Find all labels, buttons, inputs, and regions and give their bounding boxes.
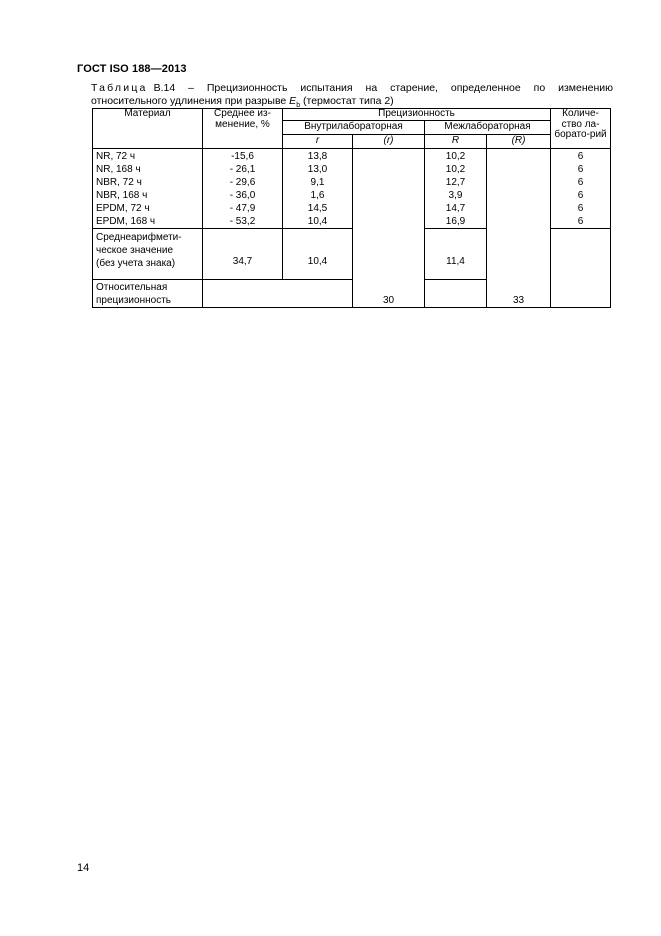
average-label-cell: Среднеарифмети- ческое значение (без учета знака): [93, 229, 203, 280]
caption-title-line1: В.14 – Прецизионность испытания на старение, определенное по изменению: [153, 82, 613, 94]
document-header: ГОСТ ISO 188—2013: [77, 63, 187, 75]
header-r: r: [283, 135, 353, 149]
header-r-paren: (r): [353, 135, 425, 149]
relative-empty-cell: [203, 280, 353, 308]
r-paren-relative-cell: 30: [353, 149, 425, 308]
header-R-paren: (R): [487, 135, 551, 149]
r-values-cell: 13,8 13,0 9,1 1,6 14,5 10,4: [283, 149, 353, 229]
caption-label: Таблица: [91, 82, 148, 94]
header-R: R: [425, 135, 487, 149]
table-row: [93, 149, 611, 229]
average-r: 10,4: [283, 229, 353, 280]
average-mean-change: 34,7: [203, 229, 283, 280]
mean-change-cell: -15,6 - 26,1 - 29,6 - 36,0 - 47,9 - 53,2: [203, 149, 283, 229]
labs-empty-cell: [551, 229, 611, 308]
relative-R-empty-cell: [425, 280, 487, 308]
page-number: 14: [77, 862, 90, 874]
header-interlab: Межлабораторная: [425, 121, 551, 135]
relative-label-cell: Относительная прецизионность: [93, 280, 203, 308]
header-labs-count: Количе-ство ла-борато-рий: [551, 109, 611, 149]
R-paren-relative-cell: 33: [487, 149, 551, 308]
header-intralab: Внутрилабораторная: [283, 121, 425, 135]
header-material: Материал: [93, 109, 203, 149]
average-R: 11,4: [425, 229, 487, 280]
R-values-cell: 10,2 10,2 12,7 3,9 14,7 16,9: [425, 149, 487, 229]
header-precision: Прецизионность: [283, 109, 551, 121]
labs-cell: 6 6 6 6 6 6: [551, 149, 611, 229]
header-mean-change: Среднее из-менение, %: [203, 109, 283, 149]
precision-table: [92, 108, 611, 308]
materials-cell: NR, 72 ч NR, 168 ч NBR, 72 ч NBR, 168 ч EPDM, 72 ч EPDM, 168 ч: [93, 149, 203, 229]
caption-title-line2: относительного удлинения при разрыве $E_b$ (термостат типа 2): [91, 94, 394, 109]
